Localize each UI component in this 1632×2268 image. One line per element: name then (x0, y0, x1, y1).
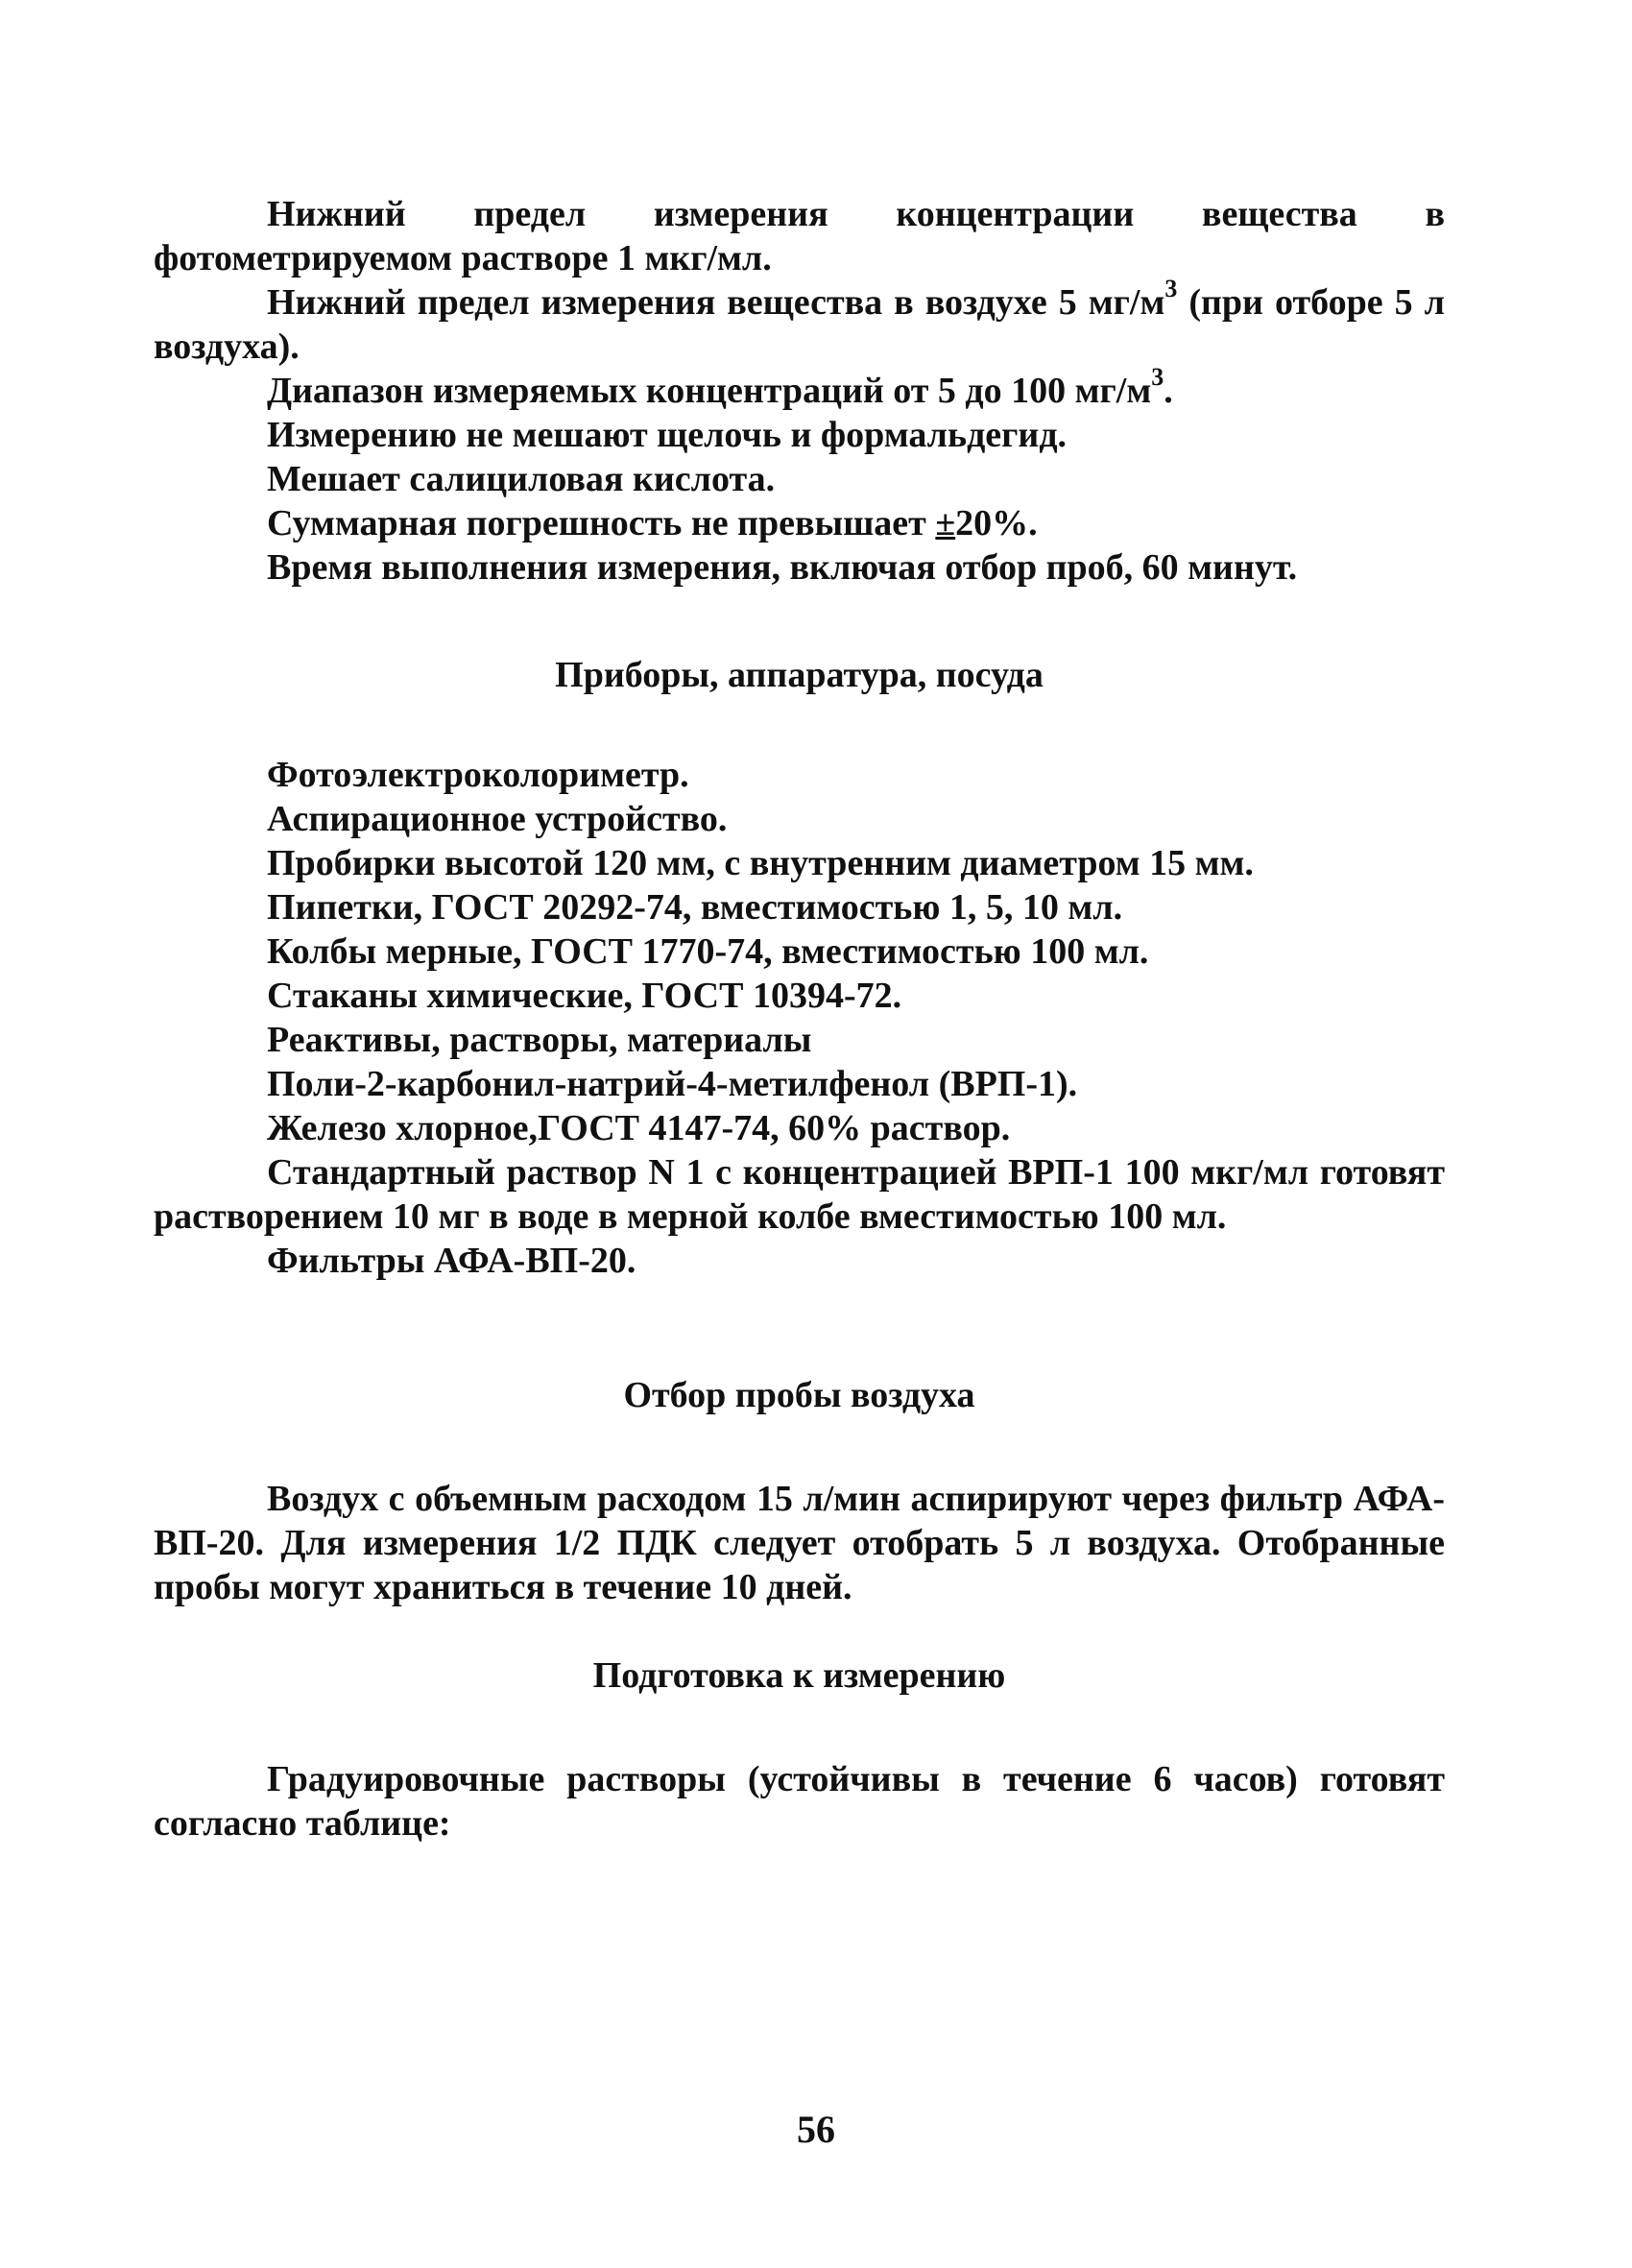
preparation-text-block (154, 1757, 1445, 1846)
total-error: Суммарная погрешность не превышает ±20%. (267, 503, 1038, 543)
heading-sampling: Отбор пробы воздуха (623, 1375, 975, 1415)
lower-limit-solution: Нижний предел измерения концентрации вещества в фотометрируемом растворе 1 мкг/мл. (154, 194, 1445, 278)
standard-solution: Стандартный раствор N 1 с концентрацией ВРП-1 100 мкг/мл готовят растворением 10 мг в воде в мерной колбе вместимостью 100 мл. (154, 1152, 1445, 1237)
instruments-list (154, 753, 1445, 1283)
list-item: Стаканы химические, ГОСТ 10394-72. (267, 976, 902, 1016)
list-item: Пипетки, ГОСТ 20292-74, вместимостью 1, 5, 10 мл. (267, 887, 1123, 928)
preparation-text: Градуировочные растворы (устойчивы в течение 6 часов) готовят согласно таблице: (154, 1759, 1445, 1844)
lower-limit-air: Нижний предел измерения вещества в воздухе 5 $мг/м^3$ (при отборе 5 л воздуха). (154, 275, 1445, 367)
page-number: 56 (797, 2108, 835, 2151)
list-item: Реактивы, растворы, материалы (267, 1020, 812, 1060)
non-interfering-substances: Измерению не мешают щелочь и формальдегид. (267, 415, 1068, 455)
list-item: Пробирки высотой 120 мм, с внутренним диаметром 15 мм. (267, 843, 1254, 883)
measurement-range: Диапазон измеряемых концентраций от 5 до 100 $мг/м^3$. (267, 363, 1173, 411)
list-item: Колбы мерные, ГОСТ 1770-74, вместимостью 100 мл. (267, 931, 1149, 972)
heading-preparation: Подготовка к измерению (592, 1655, 1006, 1696)
interfering-substance: Мешает салициловая кислота. (267, 459, 776, 499)
filters: Фильтры АФА-ВП-20. (267, 1241, 636, 1281)
sampling-text: Воздух с объемным расходом 15 л/мин аспирируют через фильтр АФА-ВП-20. Для измерения 1/2 ПДК следует отобрать 5 л воздуха. Отобранные пробы могут храниться в течение 10 дней. (154, 1479, 1445, 1607)
execution-time: Время выполнения измерения, включая отбор проб, 60 минут. (267, 547, 1298, 588)
list-item: Аспирационное устройство. (267, 799, 728, 839)
method-characteristics (154, 192, 1445, 590)
sampling-text-block (154, 1477, 1445, 1609)
heading-instruments: Приборы, аппаратура, посуда (555, 655, 1044, 695)
list-item: Фотоэлектроколориметр. (267, 755, 689, 795)
list-item: Железо хлорное,ГОСТ 4147-74, 60% раствор. (267, 1108, 1011, 1148)
list-item: Поли-2-карбонил-натрий-4-метилфенол (ВРП-1). (267, 1064, 1078, 1104)
